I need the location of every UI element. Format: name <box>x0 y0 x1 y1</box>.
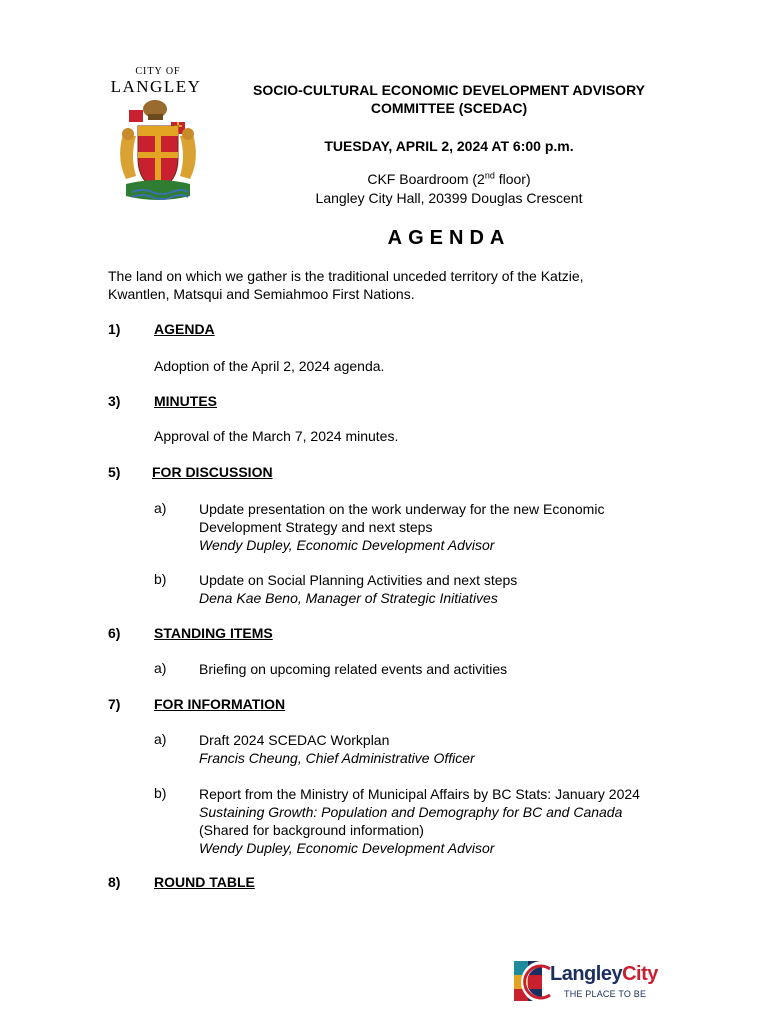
item-number: 5) <box>108 464 121 480</box>
committee-title-line2: COMMITTEE (SCEDAC) <box>370 100 528 116</box>
section-roundtable-title: ROUND TABLE <box>154 874 255 890</box>
crest-langley-text: LANGLEY <box>110 77 202 96</box>
sub-item-line: Update on Social Planning Activities and next steps <box>199 572 518 588</box>
sub-item-body <box>199 785 679 857</box>
meeting-address: Langley City Hall, 20399 Douglas Crescent <box>315 190 583 206</box>
meeting-venue <box>215 171 683 187</box>
logo-word-langley: Langley <box>550 963 623 985</box>
section-minutes-desc: Approval of the March 7, 2024 minutes. <box>154 428 399 444</box>
sub-item-body <box>199 500 679 554</box>
presenter: Francis Cheung, Chief Administrative Officer <box>199 750 475 766</box>
sub-item-body <box>199 571 679 607</box>
venue-floor: floor) <box>494 171 531 187</box>
item-number: 1) <box>108 321 121 337</box>
acknowledgement-line2: Kwantlen, Matsqui and Semiahmoo First Nations. <box>108 286 415 302</box>
report-title: Sustaining Growth: Population and Demography for BC and Canada <box>199 804 623 820</box>
sub-item-line: Update presentation on the work underway for the new Economic <box>199 501 605 517</box>
section-discussion-title: FOR DISCUSSION <box>152 464 273 480</box>
presenter: Wendy Dupley, Economic Development Advisor <box>199 537 495 553</box>
item-number: 8) <box>108 874 121 890</box>
presenter: Wendy Dupley, Economic Development Advisor <box>199 840 495 856</box>
section-minutes-title: MINUTES <box>154 393 217 409</box>
city-of-langley-crest <box>108 64 208 214</box>
logo-word-city: City <box>622 963 658 985</box>
sub-item-letter: b) <box>154 571 167 587</box>
sub-item-body <box>199 731 679 767</box>
item-number: 3) <box>108 393 121 409</box>
sub-item-line: Development Strategy and next steps <box>199 519 433 535</box>
acknowledgement-line1: The land on which we gather is the traditional unceded territory of the Katzie, <box>108 268 584 284</box>
presenter: Dena Kae Beno, Manager of Strategic Initiatives <box>199 590 498 606</box>
section-agenda-title: AGENDA <box>154 321 215 337</box>
sub-item-letter: a) <box>154 660 167 676</box>
venue-room: CKF Boardroom (2 <box>367 171 485 187</box>
section-standing-title: STANDING ITEMS <box>154 625 273 641</box>
item-number: 7) <box>108 696 121 712</box>
logo-tagline: THE PLACE TO BE <box>564 989 647 999</box>
sub-item-line: Report from the Ministry of Municipal Affairs by BC Stats: January 2024 <box>199 786 640 802</box>
sub-item-line: Briefing on upcoming related events and activities <box>199 661 508 677</box>
logo-wordmark <box>550 963 658 986</box>
langley-city-logo <box>512 957 672 1005</box>
land-acknowledgement <box>108 267 668 303</box>
sub-item-letter: a) <box>154 500 167 516</box>
venue-floor-suffix: nd <box>484 170 495 181</box>
meeting-date: TUESDAY, APRIL 2, 2024 AT 6:00 p.m. <box>324 138 574 154</box>
sub-item-letter: b) <box>154 785 167 801</box>
section-information-title: FOR INFORMATION <box>154 696 286 712</box>
sub-item-line: Draft 2024 SCEDAC Workplan <box>199 732 390 748</box>
sub-item-body <box>199 660 679 678</box>
sub-item-line: (Shared for background information) <box>199 822 424 838</box>
crest-city-of-text: CITY OF <box>135 66 181 77</box>
item-number: 6) <box>108 625 121 641</box>
sub-item-letter: a) <box>154 731 167 747</box>
agenda-heading: AGENDA <box>387 227 511 249</box>
section-agenda-desc: Adoption of the April 2, 2024 agenda. <box>154 358 385 374</box>
committee-title-line1: SOCIO-CULTURAL ECONOMIC DEVELOPMENT ADVISORY <box>252 82 645 98</box>
